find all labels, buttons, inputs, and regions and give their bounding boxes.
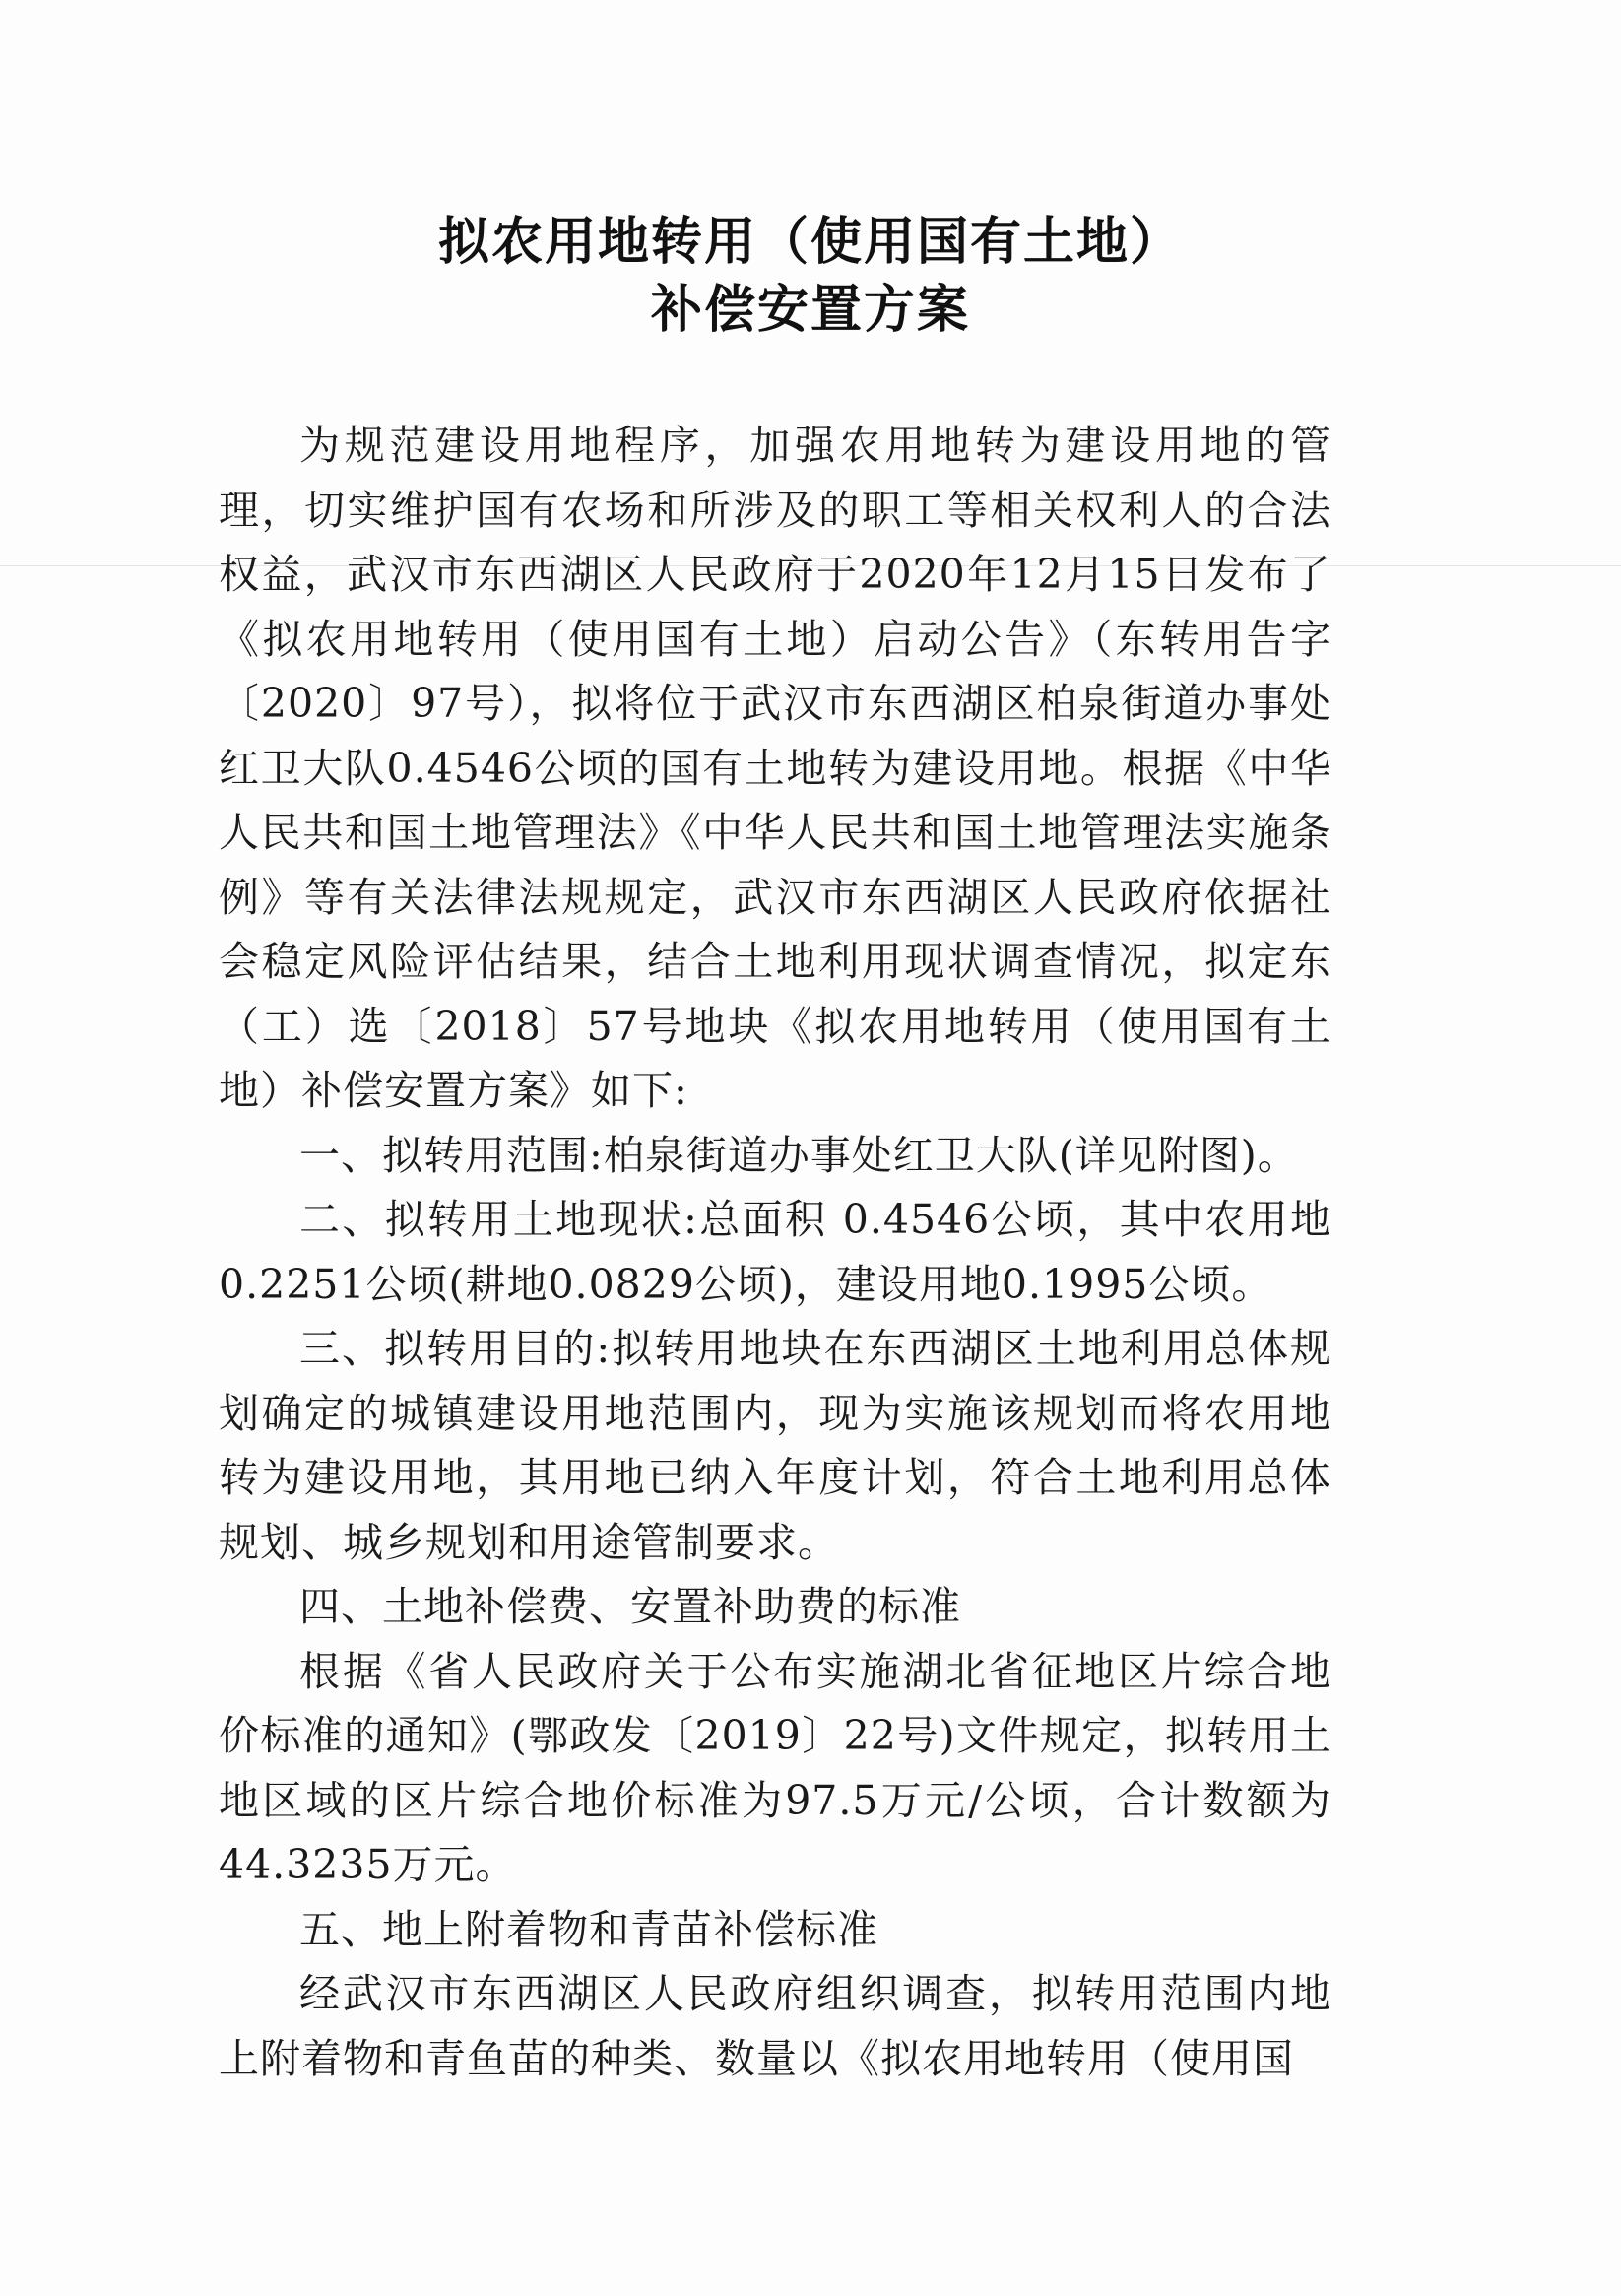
paragraph-scope: 一、拟转用范围:柏泉街道办事处红卫大队(详见附图)。 xyxy=(299,1131,1299,1179)
paragraph-compensation-standard: 根据《省人民政府关于公布实施湖北省征地区片综合地价标准的通知》(鄂政发〔2019〕22号)文件规定，拟转用土地区域的区片综合地价标准为97.5万元/公顷，合计数额为44.3235万元。 xyxy=(219,1647,1331,1888)
paragraph-intro: 为规范建设用地程序，加强农用地转为建设用地的管理，切实维护国有农场和所涉及的职工等相关权利人的合法权益，武汉市东西湖区人民政府于2020年12月15日发布了《拟农用地转用（使用国有土地）启动公告》（东转用告字〔2020〕97号），拟将位于武汉市东西湖区柏泉街道办事处红卫大队0.4546公顷的国有土地转为建设用地。根据《中华人民共和国土地管理法》《中华人民共和国土地管理法实施条例》等有关法律法规规定，武汉市东西湖区人民政府依据社会稳定风险评估结果，结合土地利用现状调查情况，拟定东（工）选〔2018〕57号地块《拟农用地转用（使用国有土地）补偿安置方案》如下: xyxy=(219,422,1331,1114)
paragraph-land-status: 二、拟转用土地现状:总面积 0.4546公顷，其中农用地0.2251公顷(耕地0.0829公顷)，建设用地0.1995公顷。 xyxy=(219,1196,1331,1308)
paragraph-attachments: 经武汉市东西湖区人民政府组织调查，拟转用范围内地上附着物和青鱼苗的种类、数量以《拟农用地转用（使用国 xyxy=(219,1970,1331,2082)
document-title-line-1: 拟农用地转用（使用国有土地） xyxy=(437,213,1183,272)
section-heading-attachments: 五、地上附着物和青苗补偿标准 xyxy=(299,1905,878,1953)
section-heading-compensation: 四、土地补偿费、安置补助费的标准 xyxy=(299,1583,961,1630)
document-title-line-2: 补偿安置方案 xyxy=(650,281,970,340)
document-body xyxy=(219,414,1331,2091)
paragraph-purpose: 三、拟转用目的:拟转用地块在东西湖区土地利用总体规划确定的城镇建设用地范围内，现为实施该规划而将农用地转为建设用地，其用地已纳入年度计划，符合土地利用总体规划、城乡规划和用途管制要求。 xyxy=(219,1325,1331,1566)
